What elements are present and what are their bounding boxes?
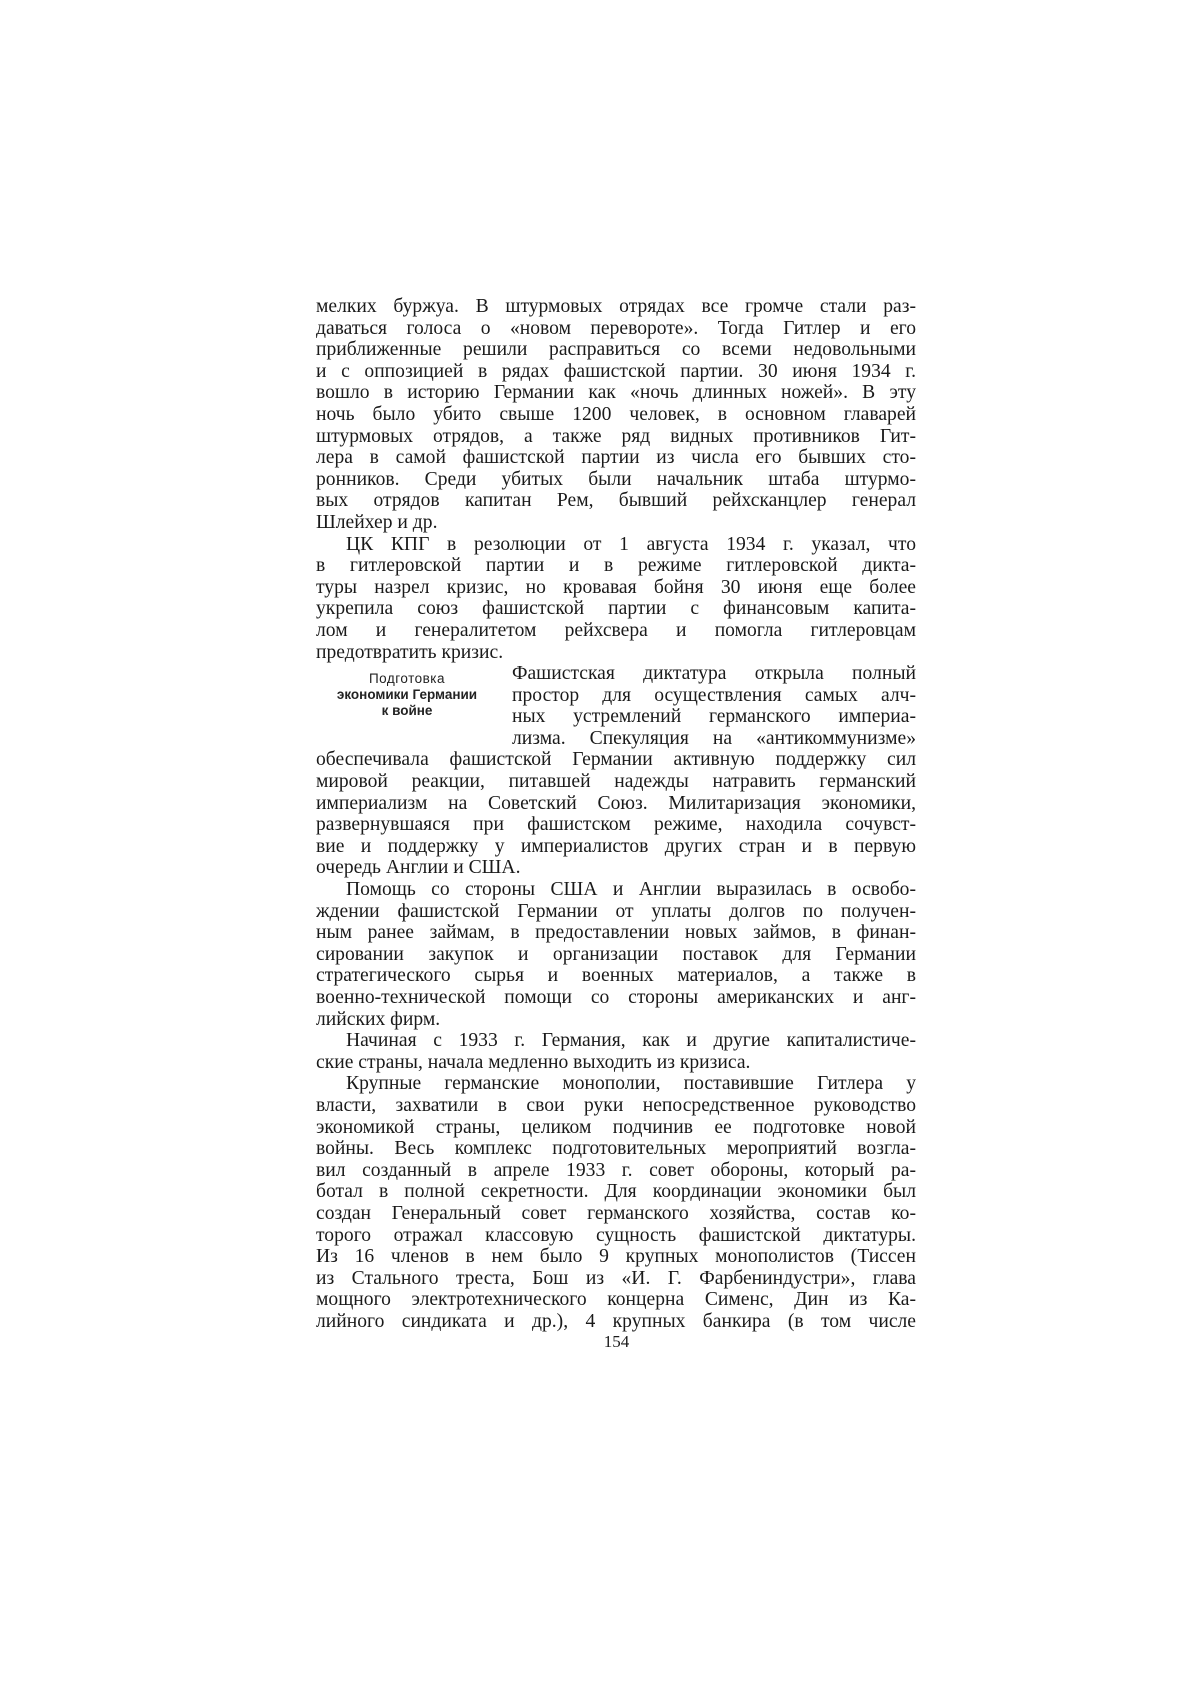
side-heading-line: экономики Германии: [336, 687, 478, 703]
text-line: Крупные германские монополии, поставившие Гитлера у: [346, 1073, 916, 1095]
text-line: мировой реакции, питавшей надежды натравить германский: [316, 771, 916, 793]
text-line: вие и поддержку у империалистов других стран и в первую: [316, 835, 916, 857]
paragraph-2: [316, 534, 916, 664]
text-line: лом и генералитетом рейхсвера и помогла гитлеровцам: [316, 619, 916, 641]
text-line: туры назрел кризис, но кровавая бойня 30 июня еще более: [316, 576, 916, 598]
text-line: власти, захватили в свои руки непосредственное руководство: [316, 1094, 916, 1116]
text-line: вошло в историю Германии как «ночь длинных ножей». В эту: [316, 382, 916, 404]
text-line: Фашистская диктатура открыла полный: [512, 663, 916, 685]
text-line: укрепила союз фашистской партии с финансовым капита-: [316, 598, 916, 620]
page-number: 154: [603, 1332, 630, 1351]
text-line: империализм на Советский Союз. Милитаризация экономики,: [316, 792, 916, 814]
paragraph-3-start: [512, 663, 916, 749]
text-line: в гитлеровской партии и в режиме гитлеровской дикта-: [316, 555, 916, 577]
page-text: [316, 296, 916, 1333]
text-line: торого отражал классовую сущность фашистской диктатуры.: [316, 1224, 916, 1246]
text-line: мощного электротехнического концерна Сименс, Дин из Ка-: [316, 1289, 916, 1311]
section-with-side-heading: [316, 663, 916, 749]
text-line: ские страны, начала медленно выходить из кризиса.: [316, 1051, 751, 1073]
text-line: ночь было убито свыше 1200 человек, в основном главарей: [316, 403, 916, 425]
text-line: войны. Весь комплекс подготовительных мероприятий возгла-: [316, 1138, 916, 1160]
text-line: лизма. Спекуляция на «антикоммунизме»: [512, 727, 916, 749]
side-heading-line: к войне: [381, 703, 433, 719]
text-line: обеспечивала фашистской Германии активную поддержку сил: [316, 749, 916, 771]
text-line: развернувшаяся при фашистском режиме, находила сочувст-: [316, 814, 916, 836]
text-line: простор для осуществления самых алч-: [512, 684, 916, 706]
text-line: вых отрядов капитан Рем, бывший рейхсканцлер генерал: [316, 490, 916, 512]
text-line: сировании закупок и организации поставок для Германии: [316, 943, 916, 965]
text-line: лера в самой фашистской партии из числа его бывших сто-: [316, 447, 916, 469]
text-line: очередь Англии и США.: [316, 857, 521, 879]
text-line: ронников. Среди убитых были начальник штаба штурмо-: [316, 468, 916, 490]
text-line: из Стального треста, Бош из «И. Г. Фарбениндустри», глава: [316, 1267, 916, 1289]
text-line: мелких буржуа. В штурмовых отрядах все громче стали раз-: [316, 296, 916, 317]
section-side-heading: [316, 671, 498, 719]
text-line: предотвратить кризис.: [316, 641, 504, 663]
text-line: ботал в полной секретности. Для координации экономики был: [316, 1181, 916, 1203]
paragraph-6: [316, 1073, 916, 1332]
text-line: лийного синдиката и др.), 4 крупных банкира (в том числе: [316, 1310, 916, 1332]
text-line: Шлейхер и др.: [316, 511, 438, 533]
text-line: приближенные решили расправиться со всеми недовольными: [316, 339, 916, 361]
text-line: лийских фирм.: [316, 1008, 441, 1030]
paragraph-5: [316, 1030, 916, 1073]
paragraph-1: [316, 296, 916, 534]
text-line: стратегического сырья и военных материалов, а также в: [316, 965, 916, 987]
paragraph-4: [316, 879, 916, 1030]
text-line: ЦК КПГ в резолюции от 1 августа 1934 г. указал, что: [346, 533, 916, 555]
text-line: ждении фашистской Германии от уплаты долгов по получен-: [316, 900, 916, 922]
text-line: даваться голоса о «новом перевороте». Тогда Гитлер и его: [316, 317, 916, 339]
text-line: Начиная с 1933 г. Германия, как и другие капиталистиче-: [346, 1030, 916, 1052]
text-line: штурмовых отрядов, а также ряд видных противников Гит-: [316, 425, 916, 447]
paragraph-3-rest: [316, 749, 916, 879]
side-heading-line: Подготовка: [368, 671, 446, 687]
text-line: и с оппозицией в рядах фашистской партии. 30 июня 1934 г.: [316, 360, 916, 382]
text-line: ных устремлений германского империа-: [512, 706, 916, 728]
text-line: создан Генеральный совет германского хозяйства, состав ко-: [316, 1202, 916, 1224]
text-line: экономикой страны, целиком подчинив ее подготовке новой: [316, 1116, 916, 1138]
text-line: военно-технической помощи со стороны американских и анг-: [316, 987, 916, 1009]
text-line: вил созданный в апреле 1933 г. совет обороны, который ра-: [316, 1159, 916, 1181]
text-line: Из 16 членов в нем было 9 крупных монополистов (Тиссен: [316, 1246, 916, 1268]
text-line: Помощь со стороны США и Англии выразилась в освобо-: [346, 879, 916, 901]
text-line: ным ранее займам, в предоставлении новых займов, в финан-: [316, 922, 916, 944]
